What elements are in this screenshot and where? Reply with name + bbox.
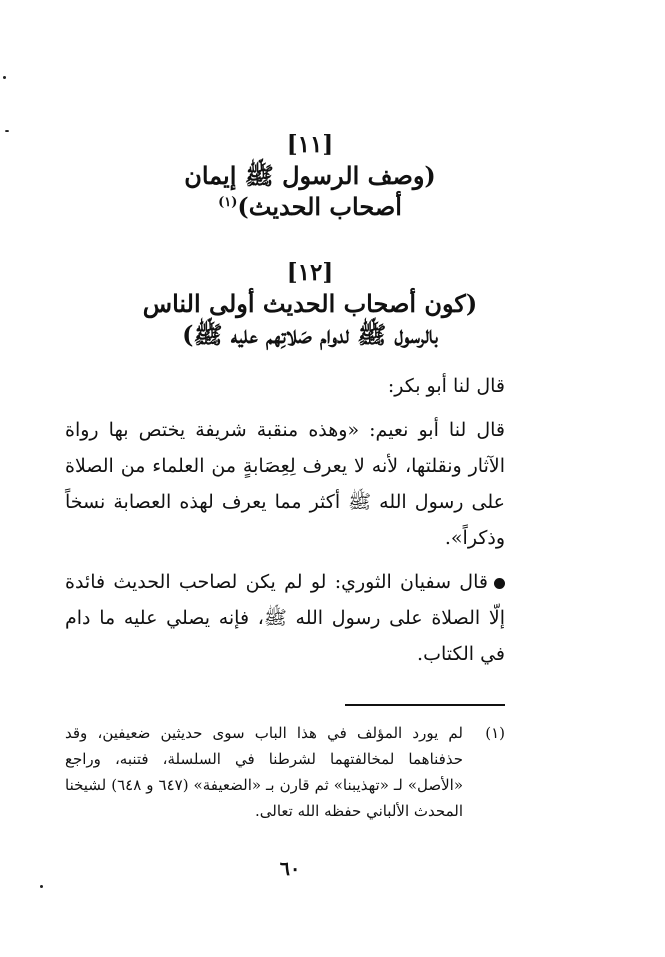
footnote-text: لم يورد المؤلف في هذا الباب سوى حديثين ضعيفين، وقد حذفناهما لمخالفتهما لشرطنا في السلسلة، فتنبه، وراجع «الأصل» لـ «تهذيبنا» ثم قارن بـ «الضعيفة» (٦٤٧ و ٦٤٨) لشيخنا المحدث الألباني حفظه الله تعالى. [65, 724, 464, 820]
paragraph-sufyan [65, 564, 505, 672]
scan-speck [40, 885, 43, 888]
section-11-title-text: أصحاب الحديث) [237, 192, 402, 222]
page-number: ٦٠ [279, 858, 301, 880]
footnote-reference[interactable]: (١) [218, 195, 238, 211]
body-text [65, 368, 505, 680]
section-11-number: [١١] [286, 131, 334, 158]
bullet-icon [494, 578, 505, 589]
scan-speck [3, 76, 6, 79]
section-12-title-line1: (كون أصحاب الحديث أولى الناس [142, 288, 478, 318]
section-11-heading [60, 130, 560, 222]
section-11-title-line2 [60, 191, 560, 222]
section-12-number: [١٢] [286, 259, 334, 286]
footnote-divider [345, 704, 505, 706]
section-12-heading [60, 258, 560, 350]
section-11-title-line1: (وصف الرسول ﷺ إيمان [184, 160, 436, 190]
paragraph-intro: قال لنا أبو بكر: [387, 375, 505, 397]
section-12-title-line2: بالرسول ﷺ لدوام صَلاتِهم عليه ﷺ) [182, 320, 438, 350]
paragraph-abu-nuaim: قال لنا أبو نعيم: «وهذه منقبة شريفة يختص بها رواة الآثار ونقلتها، لأنه لا يعرف لِعِصَابةٍ من العلماء من الصلاة على رسول الله ﷺ أكثر مما يعرف لهذه العصابة نسخاً وذكراً». [65, 419, 505, 549]
footnote [65, 720, 505, 824]
scan-speck [5, 130, 9, 132]
paragraph-sufyan-text: قال سفيان الثوري: لو لم يكن لصاحب الحديث فائدة إلّا الصلاة على رسول الله ﷺ، فإنه يصلي عليه ما دام في الكتاب. [65, 571, 505, 665]
footnote-marker: (١) [485, 724, 505, 742]
